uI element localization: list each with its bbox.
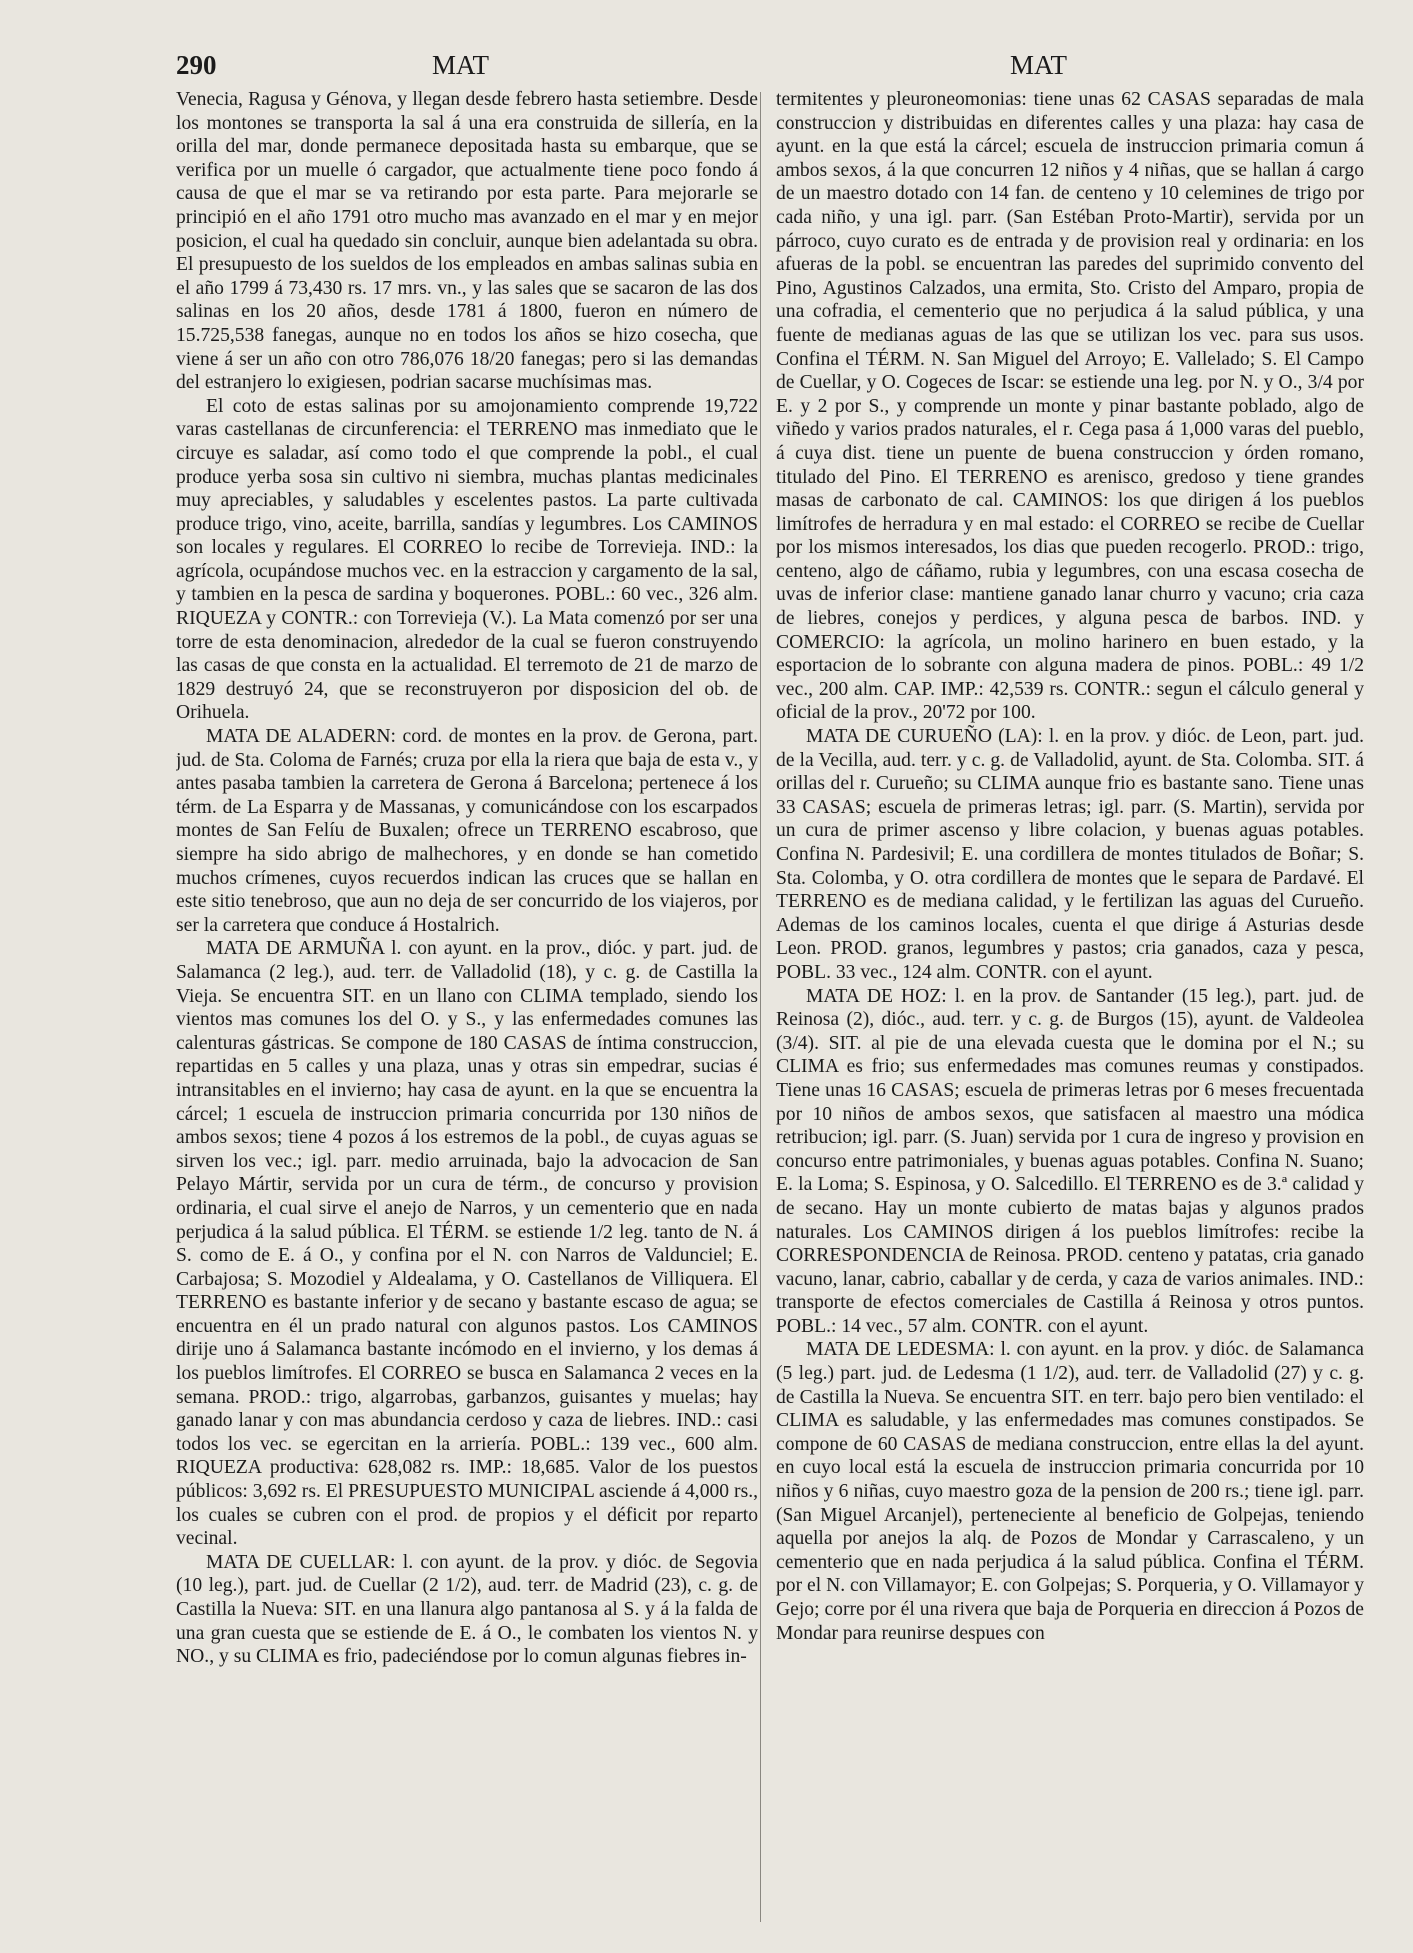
right-running-head: MAT (1010, 50, 1068, 80)
column-divider (760, 92, 761, 1922)
entry-mata-de-cuellar: MATA DE CUELLAR: l. con ayunt. de la prov. y dióc. de Segovia (10 leg.), part. jud. de Cuellar (2 1/2), aud. terr. de Madrid (23), c. g. de Castilla la Nueva: SIT. en una llanura algo pantanosa al S. y á la falda de una gran cuesta que se estiende de E. á O., le combaten los vientos N. y NO., y su CLIMA es frio, padeciéndose por lo comun algunas fiebres in- (176, 1551, 758, 1668)
entry-paragraph: Venecia, Ragusa y Génova, y llegan desde febrero hasta setiembre. Desde los montones se transporta la sal á una era construida de sillería, en la orilla del mar, donde permanece depositada hasta su embarque, que se verifica por un muelle ó cargador, que actualmente tiene poco fondo á causa de que el mar se va retirando por esta parte. Para mejorarle se principió en el año 1791 otro mucho mas avanzado en el mar y en mejor posicion, el cual ha quedado sin concluir, aunque bien adelantada su obra. El presupuesto de los sueldos de los empleados en ambas salinas subia en el año 1799 á 73,430 rs. 17 mrs. vn., y las sales que se sacaron de las dos salinas en los 20 años, desde 1781 á 1800, fueron en número de 15.725,538 fanegas, aunque no en todos los años se hizo cosecha, que viene á ser un año con otro 786,076 18/20 fanegas; pero si las demandas del estranjero lo exigiesen, podrian sacarse muchísimas mas. (176, 89, 758, 394)
entry-mata-de-ledesma: MATA DE LEDESMA: l. con ayunt. en la prov. y dióc. de Salamanca (5 leg.) part. jud. de Ledesma (1 1/2), aud. terr. de Valladolid (27) y c. g. de Castilla la Nueva. Se encuentra SIT. en terr. bajo pero bien ventilado: el CLIMA es saludable, y las enfermedades mas comunes constipados. Se compone de 60 CASAS de mediana construccion, entre ellas la del ayunt. en cuyo local está la escuela de instruccion primaria concurrida por 10 niños y 6 niñas, cuyo maestro goza de la pension de 200 rs.; tiene igl. parr. (San Miguel Arcanjel), perteneciente al beneficio de Golpejas, teniendo aquella por anejos la alq. de Pozos de Mondar y Carrascaleno, y un cementerio que en nada perjudica á la salud pública. Confina el TÉRM. por el N. con Villamayor; E. con Golpejas; S. Porqueria, y O. Villamayor y Gejo; corre por él una rivera que baja de Porqueria en direccion á Pozos de Mondar para reunirse despues con (776, 1339, 1364, 1644)
entry-mata-de-aladern: MATA DE ALADERN: cord. de montes en la prov. de Gerona, part. jud. de Sta. Coloma de Farnés; cruza por ella la riera que baja de esta v., y antes pasaba tambien la carretera de Gerona á Barcelona; pertenece á los térm. de La Esparra y de Massanas, y comunicándose con los escarpados montes de San Felíu de Buxalen; ofrece un TERRENO escabroso, que siempre ha sido abrigo de malhechores, y en donde se han cometido muchos crímenes, cuyos recuerdos indican las cruces que se hallan en este sitio tenebroso, que aun no deja de ser concurrido de los viajeros, por ser la carretera que conduce á Hostalrich. (176, 726, 758, 936)
entry-mata-de-armuna: MATA DE ARMUÑA l. con ayunt. en la prov., dióc. y part. jud. de Salamanca (2 leg.), aud. terr. de Valladolid (18), y c. g. de Castilla la Vieja. Se encuentra SIT. en un llano con CLIMA templado, siendo los vientos mas comunes los del O. y S., y las enfermedades comunes las calenturas gástricas. Se compone de 180 CASAS de íntima construccion, repartidas en 5 calles y una plaza, unas y otras sin empedrar, sucias é intransitables en el invierno; hay casa de ayunt. en la que se encuentra la cárcel; 1 escuela de instruccion primaria concurrida por 130 niños de ambos sexos; tiene 4 pozos á los estremos de la pobl., de cuyas aguas se sirven los vec.; igl. parr. medio arruinada, bajo la advocacion de San Pelayo Mártir, servida por un cura de térm., de concurso y provision ordinaria, el cual sirve el anejo de Narros, y un cementerio que en nada perjudica á la salud pública. El TÉRM. se estiende 1/2 leg. tanto de N. á S. como de E. á O., y confina por el N. con Narros de Valdunciel; E. Carbajosa; S. Mozodiel y Aldealama, y O. Castellanos de Villiquera. El TERRENO es bastante inferior y de secano y bastante escaso de agua; se encuentra en él un prado natural con algunos pastos. Los CAMINOS dirije uno á Salamanca bastante incómodo en el invierno, y los demas á los pueblos limítrofes. El CORREO se busca en Salamanca 2 veces en la semana. PROD.: trigo, algarrobas, garbanzos, guisantes y muelas; hay ganado lanar y con mas abundancia cerdoso y caza de liebres. IND.: casi todos los vec. se egercitan en la arriería. POBL.: 139 vec., 600 alm. RIQUEZA productiva: 628,082 rs. IMP.: 18,685. Valor de los puestos públicos: 3,692 rs. El PRESUPUESTO MUNICIPAL asciende á 4,000 rs., los cuales se cubren con el prod. de propios y el déficit por reparto vecinal. (176, 938, 758, 1550)
left-running-head: MAT (432, 50, 490, 80)
page-header (0, 50, 1413, 90)
left-column (176, 88, 758, 1928)
page-number: 290 (176, 50, 217, 80)
entry-mata-de-curueno: MATA DE CURUEÑO (LA): l. en la prov. y dióc. de Leon, part. jud. de la Vecilla, aud. terr. y c. g. de Valladolid, ayunt. de Sta. Colomba. SIT. á orillas del r. Curueño; su CLIMA aunque frio es bastante sano. Tiene unas 33 CASAS; escuela de primeras letras; igl. parr. (S. Martin), servida por un cura de primer ascenso y libre colacion, y buenas aguas potables. Confina N. Pardesivil; E. una cordillera de montes titulados de Boñar; S. Sta. Colomba, y O. otra cordillera de montes que le separa de Pardavé. El TERRENO es de mediana calidad, y le fertilizan las aguas del Curueño. Ademas de los caminos locales, cuenta el que dirige á Asturias desde Leon. PROD. granos, legumbres y pastos; cria ganados, caza y pesca, POBL. 33 vec., 124 alm. CONTR. con el ayunt. (776, 726, 1364, 983)
right-column (776, 88, 1364, 1928)
entry-paragraph: termitentes y pleuroneomonias: tiene unas 62 CASAS separadas de mala construccion y distribuidas en diferentes calles y una plaza: hay casa de ayunt. en la que está la cárcel; escuela de instruccion primaria comun á ambos sexos, á la que concurren 12 niños y 4 niñas, que se hallan á cargo de un maestro dotado con 14 fan. de centeno y 10 celemines de trigo por cada niño, y una igl. parr. (San Estéban Proto-Martir), servida por un párroco, cuyo curato es de entrada y de provision real y ordinaria: en los afueras de la pobl. se encuentran las paredes del suprimido convento del Pino, Agustinos Calzados, una ermita, Sto. Cristo del Amparo, propia de una cofradia, el cementerio que no perjudica á la salud pública, y una fuente de medianas aguas de las que se utilizan los vec. para sus usos. Confina el TÉRM. N. San Miguel del Arroyo; E. Vallelado; S. El Campo de Cuellar, y O. Cogeces de Iscar: se estiende una leg. por N. y O., 3/4 por E. y 2 por S., y comprende un monte y pinar bastante poblado, algo de viñedo y varios prados naturales, el r. Cega pasa á 1,000 varas del pueblo, á cuya dist. tiene un puente de buena construccion y órden romano, titulado del Pino. El TERRENO es arenisco, gredoso y tiene grandes masas de carbonato de cal. CAMINOS: los que dirigen á los pueblos limítrofes de herradura y en mal estado: el CORREO se recibe de Cuellar por los mismos interesados, los dias que pueden recogerlo. PROD.: trigo, centeno, algo de cáñamo, rubia y legumbres, con una escasa cosecha de uvas de inferior clase: mantiene ganado lanar churro y vacuno; cria caza de liebres, conejos y perdices, y alguna pesca de barbos. IND. y COMERCIO: la agrícola, un molino harinero en buen estado, y la esportacion de lo sobrante con alguna madera de pinos. POBL.: 49 1/2 vec., 200 alm. CAP. IMP.: 42,539 rs. CONTR.: segun el cálculo general y oficial de la prov., 20'72 por 100. (776, 89, 1364, 724)
entry-paragraph: El coto de estas salinas por su amojonamiento comprende 19,722 varas castellanas de circunferencia: el TERRENO mas inmediato que le circuye es saladar, así como todo el que comprende la pobl., el cual produce yerba sosa sin cultivo ni siembra, muchas plantas medicinales muy apreciables, y saludables y escelentes pastos. La parte cultivada produce trigo, vino, aceite, barrilla, sandías y legumbres. Los CAMINOS son locales y regulares. El CORREO lo recibe de Torrevieja. IND.: la agrícola, ocupándose muchos vec. en la estraccion y cargamento de la sal, y tambien en la pesca de sardina y boquerones. POBL.: 60 vec., 326 alm. RIQUEZA y CONTR.: con Torrevieja (V.). La Mata comenzó por ser una torre de esta denominacion, alrededor de la cual se fueron construyendo las casas de que consta en la actualidad. El terremoto de 21 de marzo de 1829 destruyó 24, que se reconstruyeron por disposicion del ob. de Orihuela. (176, 395, 758, 724)
entry-mata-de-hoz: MATA DE HOZ: l. en la prov. de Santander (15 leg.), part. jud. de Reinosa (2), dióc., aud. terr. y c. g. de Burgos (15), ayunt. de Valdeolea (3/4). SIT. al pie de una elevada cuesta que le domina por el N.; su CLIMA es frio; sus enfermedades mas comunes reumas y constipados. Tiene unas 16 CASAS; escuela de primeras letras por 6 meses frecuentada por 10 niños de ambos sexos, que satisfacen al maestro una módica retribucion; igl. parr. (S. Juan) servida por 1 cura de ingreso y provision en concurso entre patrimoniales, y buenas aguas potables. Confina N. Suano; E. la Loma; S. Espinosa, y O. Salcedillo. El TERRENO es de 3.ª calidad y de secano. Hay un monte cubierto de matas bajas y algunos prados naturales. Los CAMINOS dirigen á los pueblos limítrofes: recibe la CORRESPONDENCIA de Reinosa. PROD. centeno y patatas, cria ganado vacuno, lanar, cabrio, caballar y de cerda, y caza de varios animales. IND.: transporte de efectos comerciales de Castilla á Reinosa y otros puntos. POBL.: 14 vec., 57 alm. CONTR. con el ayunt. (776, 985, 1364, 1337)
